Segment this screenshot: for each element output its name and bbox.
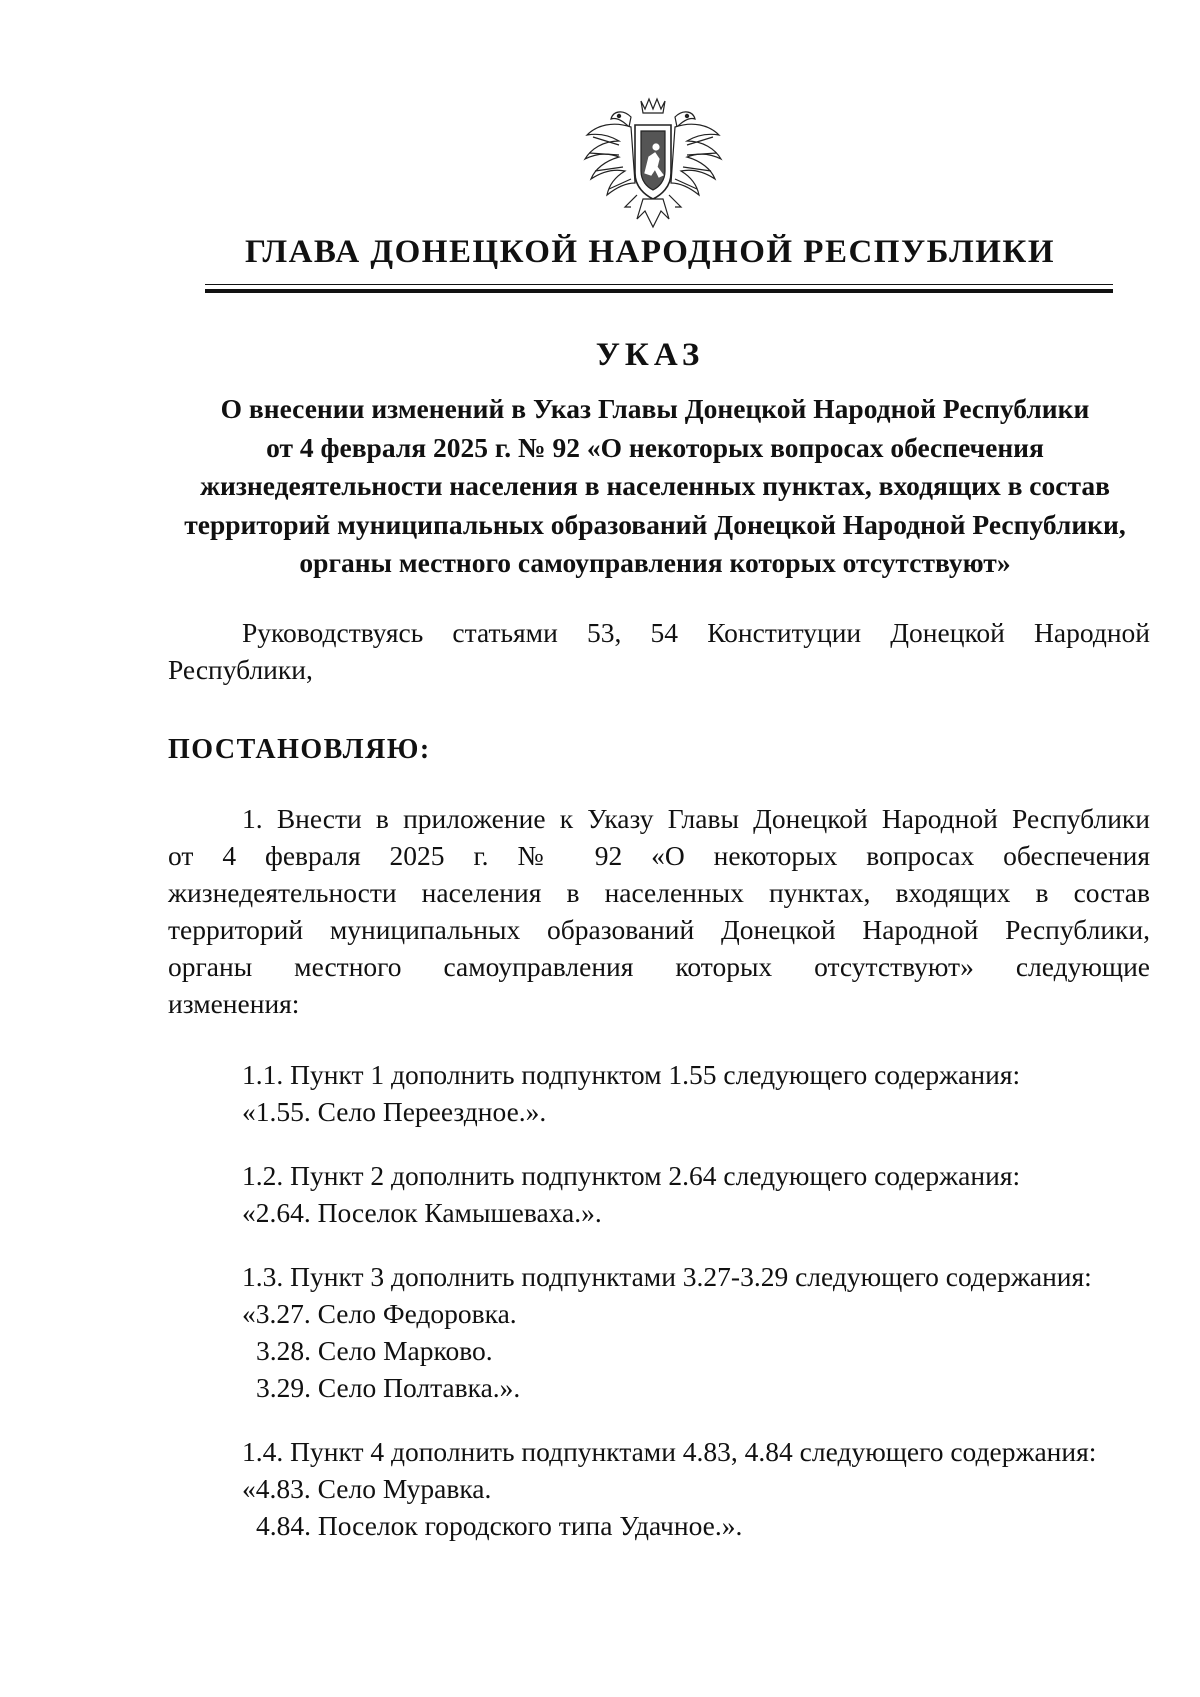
subitem-heading: 1.4. Пункт 4 дополнить подпунктами 4.83, 4.84 следующего содержания: bbox=[242, 1436, 1097, 1467]
item-1-line: жизнедеятельности населения в населенных пунктах, входящих в состав bbox=[168, 877, 1150, 908]
subitem-line: «3.27. Село Федоровка. bbox=[242, 1298, 517, 1329]
preamble-line: Республики, bbox=[168, 654, 313, 685]
coat-of-arms-emblem bbox=[579, 95, 727, 235]
header-rule-thick bbox=[205, 289, 1113, 293]
subitem-1-4 bbox=[168, 1433, 1150, 1544]
preamble bbox=[168, 614, 1150, 688]
subject-line: территорий муниципальных образований Донецкой Народной Республики, bbox=[184, 508, 1126, 540]
subitem-heading: 1.3. Пункт 3 дополнить подпунктами 3.27-3.29 следующего содержания: bbox=[242, 1261, 1092, 1292]
subitem-1-1 bbox=[168, 1056, 1150, 1130]
decree-word: ПОСТАНОВЛЯЮ: bbox=[168, 734, 431, 765]
document-subject bbox=[160, 390, 1150, 583]
subitem-line: «4.83. Село Муравка. bbox=[242, 1473, 492, 1504]
subitem-line: 4.84. Поселок городского типа Удачное.». bbox=[256, 1510, 743, 1541]
subject-line: О внесении изменений в Указ Главы Донецкой Народной Республики bbox=[220, 393, 1090, 424]
subject-line: органы местного самоуправления которых отсутствуют» bbox=[299, 547, 1011, 578]
item-1-line: органы местного самоуправления которых отсутствуют» следующие bbox=[168, 951, 1150, 982]
subitem-heading: 1.2. Пункт 2 дополнить подпунктом 2.64 следующего содержания: bbox=[242, 1160, 1021, 1191]
subitem-line: 3.29. Село Полтавка.». bbox=[256, 1372, 521, 1403]
item-1-line: 1. Внести в приложение к Указу Главы Донецкой Народной Республики bbox=[242, 803, 1150, 834]
item-1-line: территорий муниципальных образований Донецкой Народной Республики, bbox=[168, 914, 1150, 945]
item-1-line: от 4 февраля 2025 г. № 92 «О некоторых вопросах обеспечения bbox=[168, 840, 1150, 871]
subitem-1-2 bbox=[168, 1157, 1150, 1231]
subject-line: от 4 февраля 2025 г. № 92 «О некоторых вопросах обеспечения bbox=[266, 431, 1044, 463]
preamble-line: Руководствуясь статьями 53, 54 Конституции Донецкой Народной bbox=[242, 617, 1150, 648]
item-1-line: изменения: bbox=[168, 988, 300, 1019]
document-type: УКАЗ bbox=[595, 337, 705, 373]
subitem-1-3 bbox=[168, 1258, 1150, 1406]
subject-line: жизнедеятельности населения в населенных пунктах, входящих в состав bbox=[200, 470, 1110, 501]
header-rule-thin bbox=[205, 284, 1113, 285]
subitem-line: 3.28. Село Марково. bbox=[256, 1335, 493, 1366]
subitem-heading: 1.1. Пункт 1 дополнить подпунктом 1.55 следующего содержания: bbox=[242, 1059, 1021, 1090]
subitem-line: «2.64. Поселок Камышеваха.». bbox=[242, 1197, 602, 1228]
issuer-title: ГЛАВА ДОНЕЦКОЙ НАРОДНОЙ РЕСПУБЛИКИ bbox=[244, 234, 1056, 270]
item-1 bbox=[168, 800, 1150, 1022]
subitem-line: «1.55. Село Переездное.». bbox=[242, 1096, 547, 1127]
